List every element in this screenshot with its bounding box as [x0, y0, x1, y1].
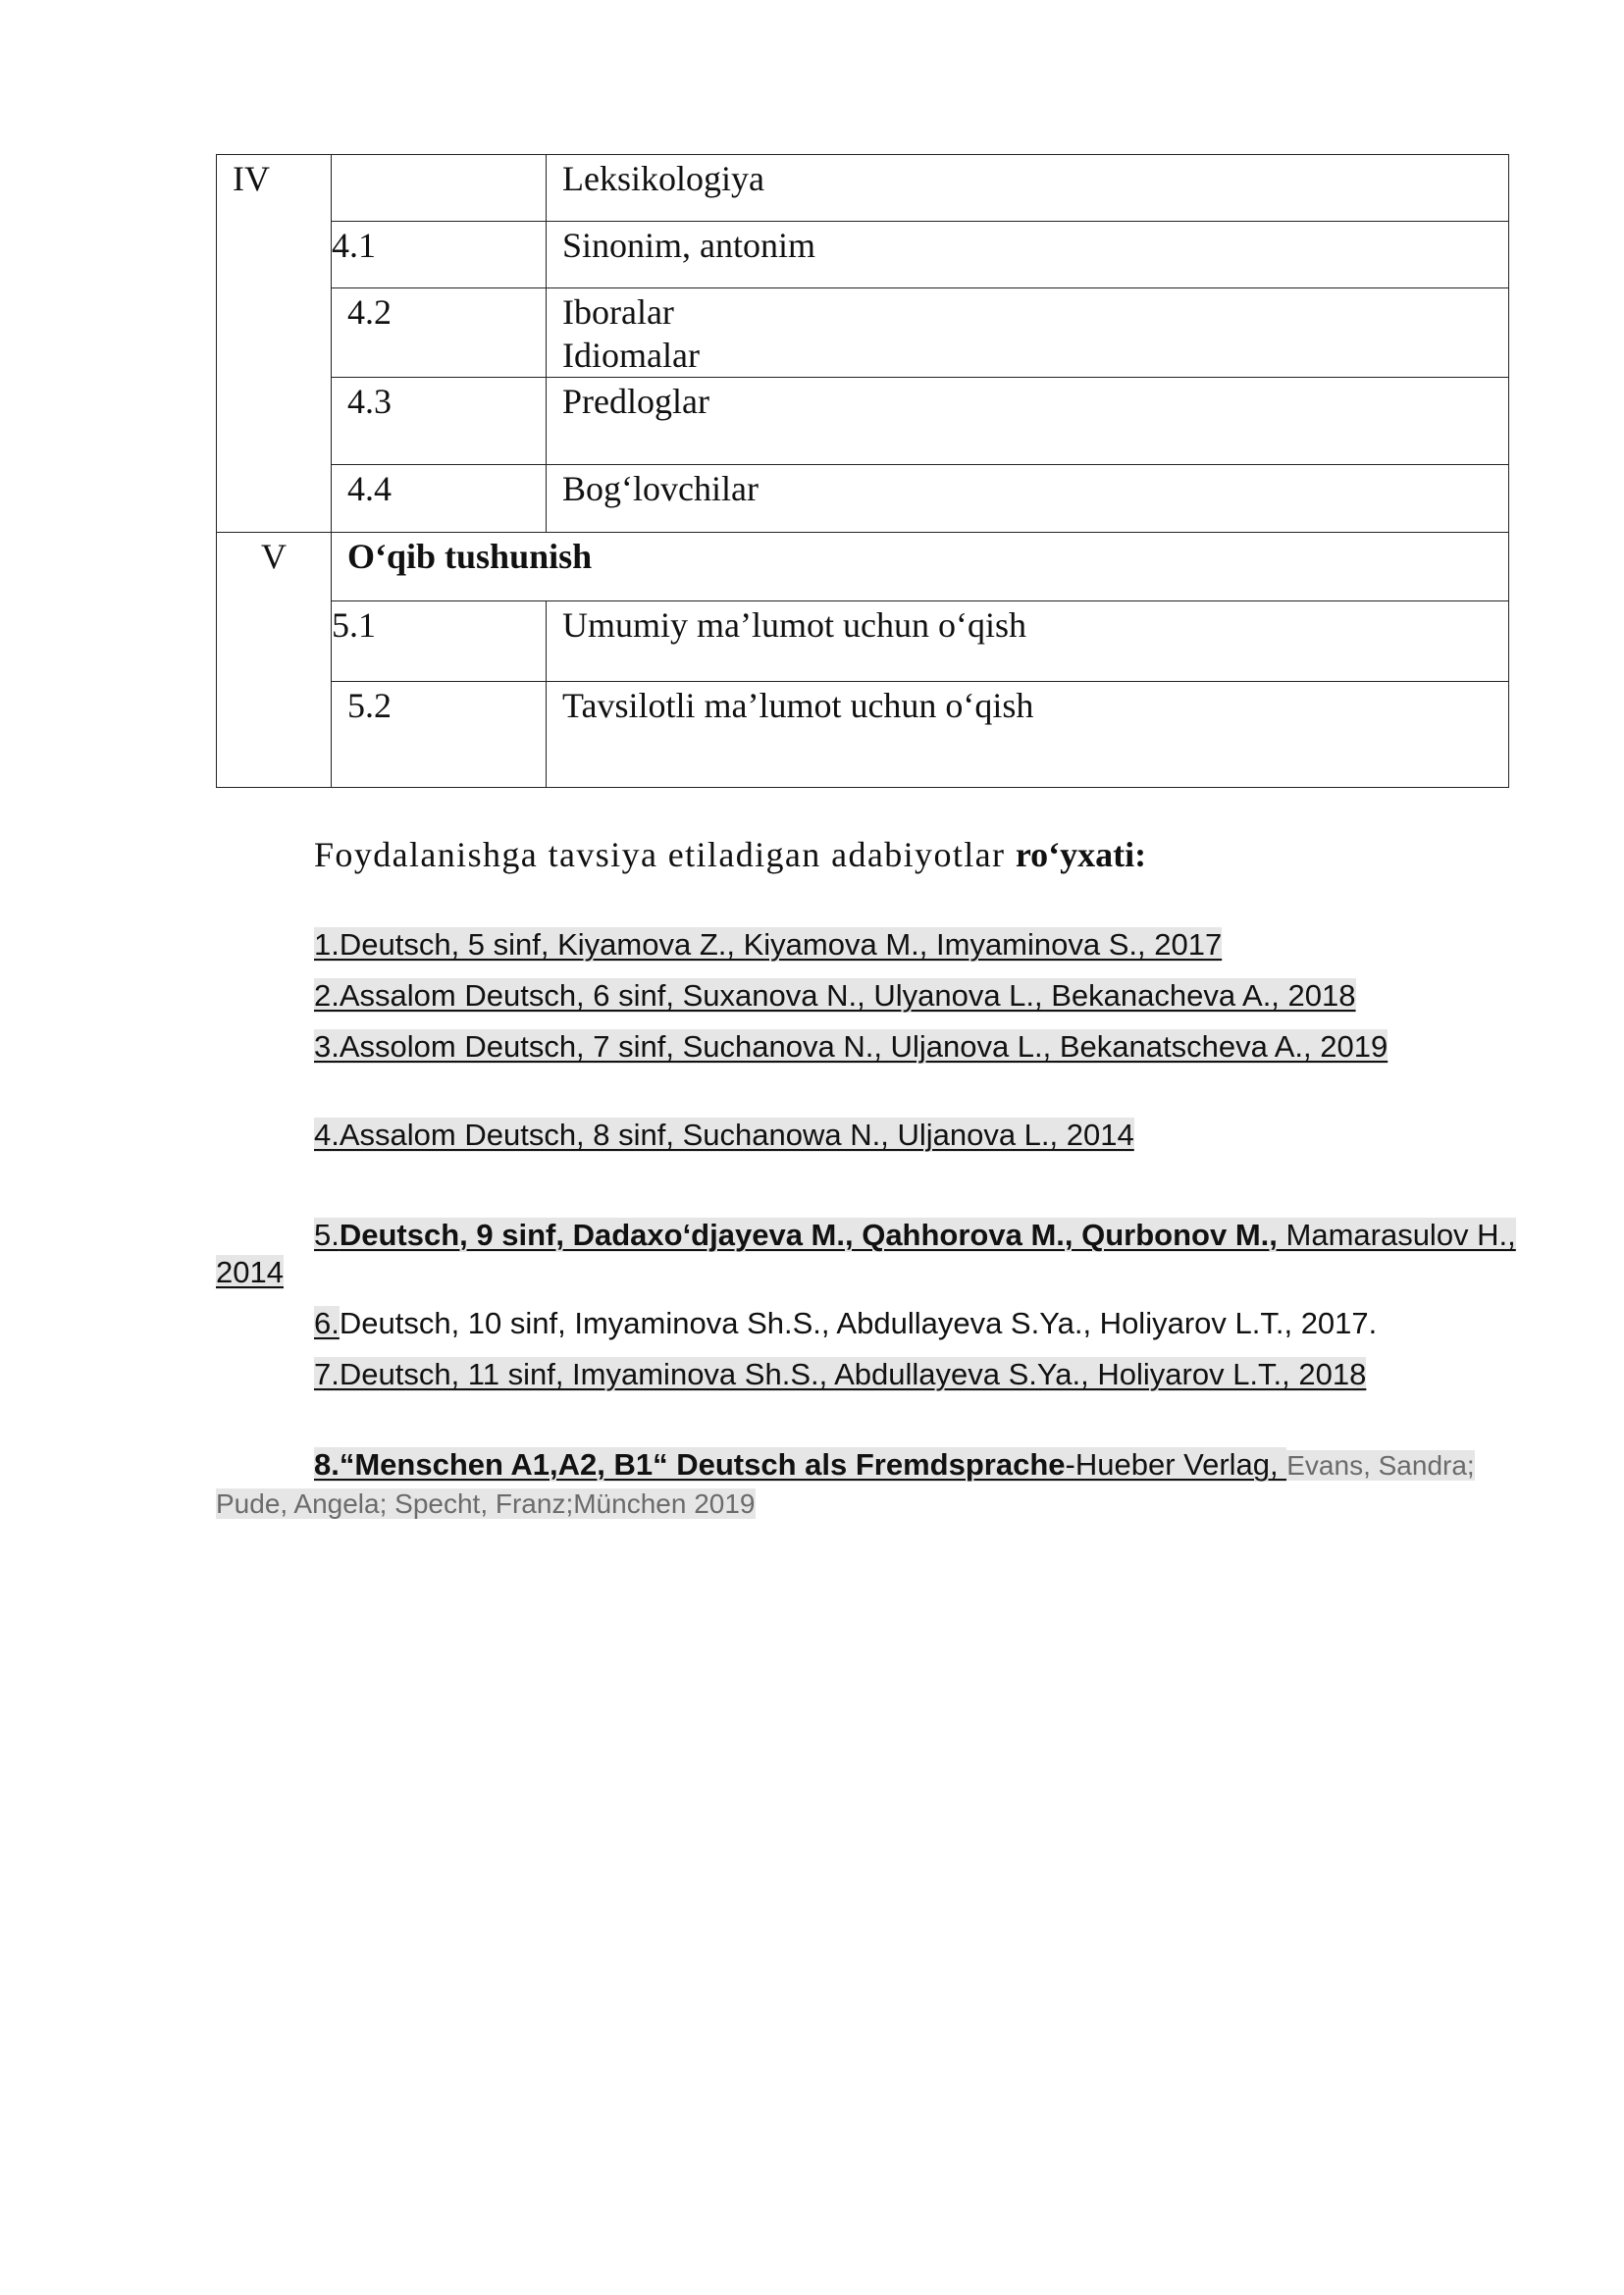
reference-item — [216, 926, 1521, 964]
literature-heading — [314, 834, 1146, 875]
topic-number: 4.2 — [332, 288, 547, 378]
topic-title: Sinonim, antonim — [547, 222, 1509, 288]
topic-number: 4.1 — [332, 222, 547, 288]
reference-text: 4.Assalom Deutsch, 8 sinf, Suchanowa N., Uljanova L., 2014 — [314, 1118, 1134, 1152]
reference-text: -Hueber Verlag, — [1065, 1447, 1287, 1482]
reference-item — [216, 1117, 1521, 1154]
table-row — [217, 222, 1509, 288]
table-row — [217, 533, 1509, 601]
table-row — [217, 682, 1509, 788]
reference-text: 3.Assolom Deutsch, 7 sinf, Suchanova N., Uljanova L., Bekanatscheva A., 2019 — [314, 1029, 1388, 1064]
table-row — [217, 378, 1509, 465]
table-row — [217, 155, 1509, 222]
reference-item — [216, 1028, 1521, 1066]
section-title: Leksikologiya — [547, 155, 1509, 222]
topic-number: 4.3 — [332, 378, 547, 465]
topic-title: Tavsilotli ma’lumot uchun o‘qish — [547, 682, 1509, 788]
heading-bold-text: ro‘yxati: — [1015, 835, 1147, 874]
reference-text: 7.Deutsch, 11 sinf, Imyaminova Sh.S., Abdullayeva S.Ya., Holiyarov L.T., 2018 — [314, 1357, 1367, 1391]
reference-text: 2.Assalom Deutsch, 6 sinf, Suxanova N., Ulyanova L., Bekanacheva A., 2018 — [314, 978, 1356, 1013]
syllabus-table — [216, 154, 1509, 788]
reference-prefix: 6. — [314, 1306, 340, 1340]
table-row — [217, 601, 1509, 682]
section-number: IV — [217, 155, 332, 533]
topic-title: Predloglar — [547, 378, 1509, 465]
topic-number: 5.2 — [332, 682, 547, 788]
topic-number: 5.1 — [332, 601, 547, 682]
reference-item — [216, 1217, 1521, 1291]
topic-number-cell — [332, 155, 547, 222]
reference-bold-text: 8.“Menschen A1,A2, B1“ Deutsch als Fremdsprache — [314, 1447, 1066, 1482]
reference-bold-text: Deutsch, 9 sinf, Dadaxo‘djayeva M., Qahhorova M., Qurbonov M., — [339, 1218, 1286, 1252]
reference-text: Deutsch, 10 sinf, Imyaminova Sh.S., Abdullayeva S.Ya., Holiyarov L.T., 2017. — [339, 1306, 1378, 1340]
reference-item — [216, 977, 1521, 1015]
section-number: V — [217, 533, 332, 788]
table-row — [217, 288, 1509, 378]
topic-title — [547, 288, 1509, 378]
reference-prefix: 5. — [314, 1218, 340, 1252]
topic-line: Idiomalar — [562, 336, 700, 375]
section-title: O‘qib tushunish — [332, 533, 1509, 601]
reference-item — [216, 1446, 1521, 1523]
topic-number: 4.4 — [332, 465, 547, 533]
reference-authors: Evans, Sandra; Pude, Angela; Specht, Franz;München 2019 — [216, 1450, 1475, 1519]
topic-line: Iboralar — [562, 292, 674, 332]
reference-item — [216, 1305, 1521, 1342]
topic-title: Umumiy ma’lumot uchun o‘qish — [547, 601, 1509, 682]
reference-text: Mamarasulov H., 2014 — [216, 1218, 1516, 1289]
table-row — [217, 465, 1509, 533]
heading-text: Foydalanishga tavsiya etiladigan adabiyotlar — [314, 835, 1016, 874]
reference-text: 1.Deutsch, 5 sinf, Kiyamova Z., Kiyamova M., Imyaminova S., 2017 — [314, 927, 1223, 962]
topic-title: Bog‘lovchilar — [547, 465, 1509, 533]
reference-item — [216, 1356, 1521, 1393]
